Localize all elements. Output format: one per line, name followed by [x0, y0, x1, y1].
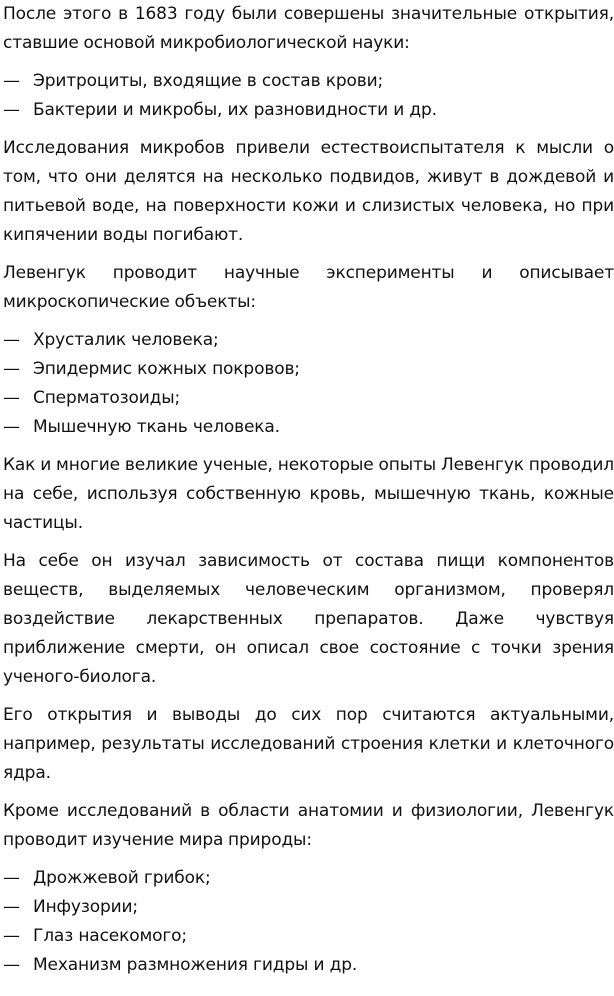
list-item: — Дрожжевой грибок; — [3, 864, 614, 893]
dash-marker: — — [3, 868, 20, 888]
nature-list — [3, 864, 614, 980]
list-item: — Бактерии и микробы, их разновидности и др. — [3, 96, 614, 125]
dash-marker: — — [3, 417, 20, 437]
list-item: — Мышечную ткань человека. — [3, 413, 614, 442]
paragraph-self-experiments: Как и многие великие ученые, некоторые опыты Левенгук проводил на себе, используя собственную кровь, мышечную ткань, кожные частицы. — [3, 455, 614, 533]
list-item: — Эпидермис кожных покровов; — [3, 355, 614, 384]
dash-marker: — — [3, 926, 20, 946]
dash-marker: — — [3, 100, 20, 120]
objects-list — [3, 326, 614, 442]
paragraph-self-study: На себе он изучал зависимость от состава пищи компонентов веществ, выделяемых человеческим организмом, проверял воздействие лекарственных препаратов. Даже чувствуя приближение смерти, он описал свое состояние с точки зрения ученого-биолога. — [3, 551, 614, 687]
list-item: — Эритроциты, входящие в состав крови; — [3, 67, 614, 96]
list-item: — Механизм размножения гидры и др. — [3, 951, 614, 980]
discoveries-list — [3, 67, 614, 125]
dash-marker: — — [3, 71, 20, 91]
paragraph-intro: После этого в 1683 году были совершены значительные открытия, ставшие основой микробиологической науки: — [3, 4, 614, 53]
paragraph-nature-study: Кроме исследований в области анатомии и физиологии, Левенгук проводит изучение мира природы: — [3, 801, 614, 850]
list-item: — Глаз насекомого; — [3, 922, 614, 951]
paragraph-experiments: Левенгук проводит научные эксперименты и описывает микроскопические объекты: — [3, 263, 614, 312]
dash-marker: — — [3, 359, 20, 379]
dash-marker: — — [3, 330, 20, 350]
dash-marker: — — [3, 955, 20, 975]
list-item: — Инфузории; — [3, 893, 614, 922]
list-item: — Хрусталик человека; — [3, 326, 614, 355]
paragraph-microbe-research: Исследования микробов привели естествоиспытателя к мысли о том, что они делятся на несколько подвидов, живут в дождевой и питьевой воде, на поверхности кожи и слизистых человека, но при кипячении воды погибают. — [3, 138, 614, 245]
paragraph-relevance: Его открытия и выводы до сих пор считаются актуальными, например, результаты исследований строения клетки и клеточного ядра. — [3, 705, 614, 783]
list-item: — Сперматозоиды; — [3, 384, 614, 413]
dash-marker: — — [3, 388, 20, 408]
dash-marker: — — [3, 897, 20, 917]
